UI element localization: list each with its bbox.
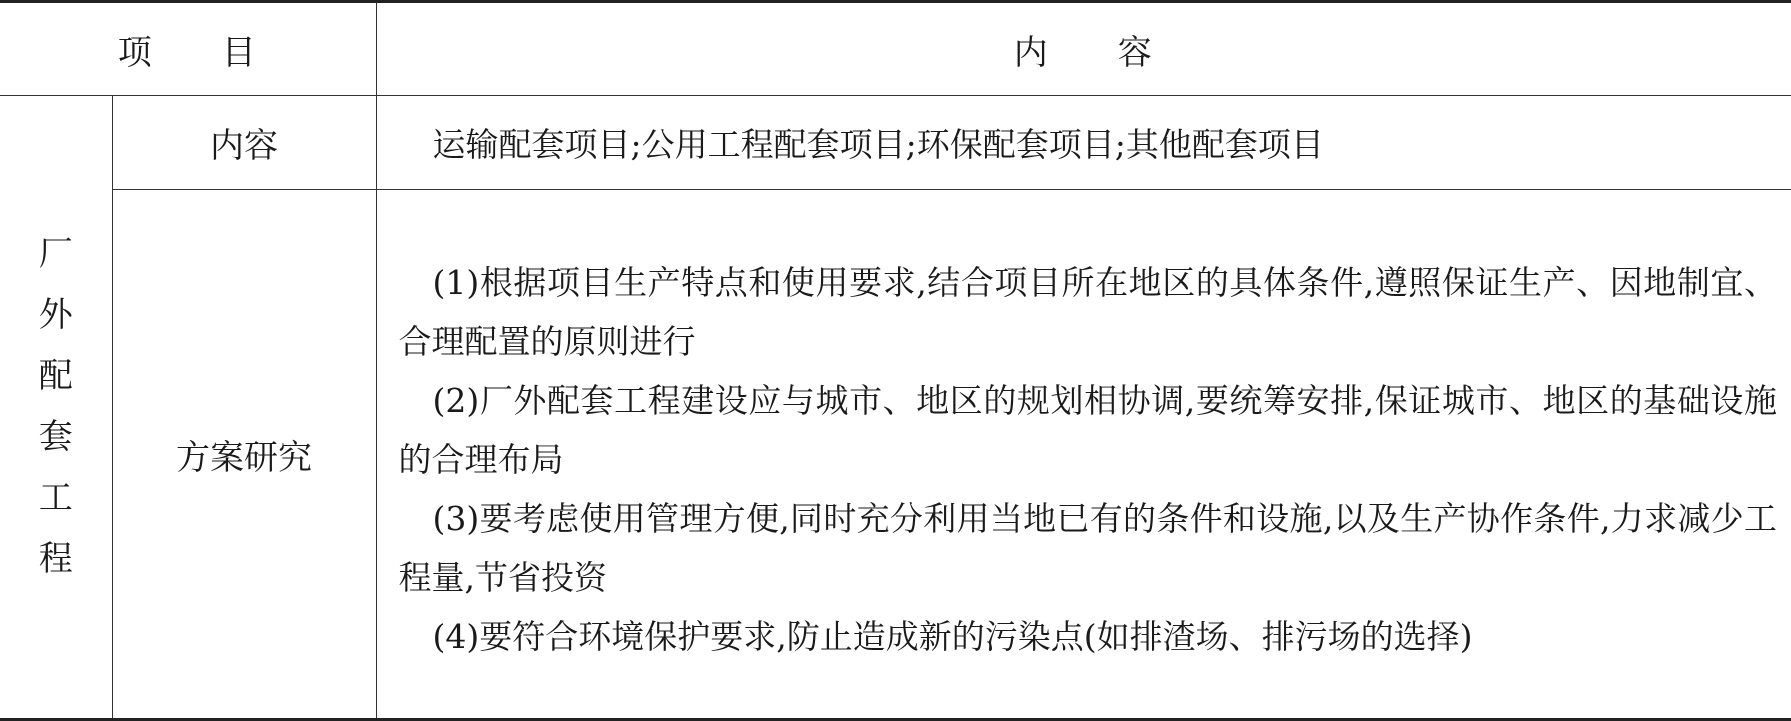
category-char: 程 — [38, 539, 73, 579]
header-content-char-1: 内 — [1013, 32, 1050, 73]
category-char: 外 — [38, 295, 73, 335]
header-project-char-2: 目 — [221, 32, 258, 73]
plan-paragraph-2: (2)厂外配套工程建设应与城市、地区的规划相协调,要统筹安排,保证城市、地区的基础设施的合理布局 — [398, 380, 1777, 479]
header-row — [0, 2, 1791, 96]
plan-paragraph-4: (4)要符合环境保护要求,防止造成新的污染点(如排渣场、排污场的选择) — [432, 616, 1473, 656]
row-text-content: 运输配套项目;公用工程配套项目;环保配套项目;其他配套项目 — [376, 96, 1791, 190]
row-label-plan: 方案研究 — [112, 190, 376, 720]
header-project-char-1: 项 — [117, 32, 154, 73]
plan-paragraph-1: (1)根据项目生产特点和使用要求,结合项目所在地区的具体条件,遵照保证生产、因地制宜、合理配置的原则进行 — [398, 262, 1777, 361]
header-content-char-2: 容 — [1117, 32, 1154, 73]
category-char: 套 — [38, 417, 73, 457]
plan-paragraph-3: (3)要考虑使用管理方便,同时充分利用当地已有的条件和设施,以及生产协作条件,力求减少工程量,节省投资 — [398, 498, 1777, 597]
header-content — [376, 2, 1791, 96]
category-char: 厂 — [38, 234, 73, 274]
header-project — [0, 2, 376, 96]
row-plan — [0, 190, 1791, 720]
category-cell — [0, 96, 112, 720]
row-text-plan — [376, 190, 1791, 720]
row-content — [0, 96, 1791, 190]
row-label-content: 内容 — [112, 96, 376, 190]
category-char: 配 — [38, 356, 73, 396]
category-char: 工 — [38, 478, 73, 518]
